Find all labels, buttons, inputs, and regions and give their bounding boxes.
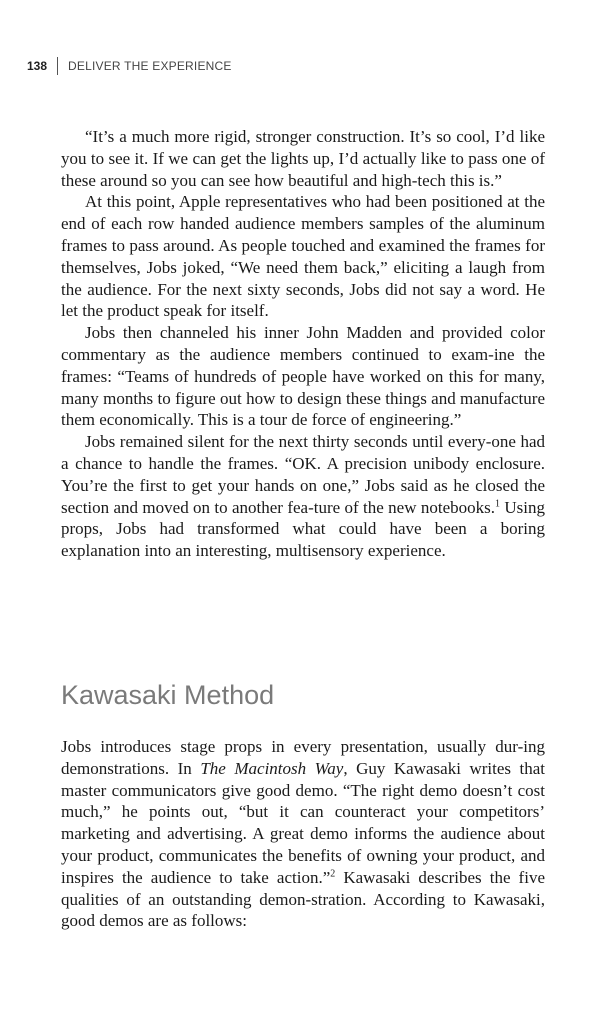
paragraph-text: Jobs introduces stage props in every presentation, usually dur-ing demonstrations. In [61, 737, 545, 778]
running-head [27, 57, 232, 75]
paragraph-text: Jobs remained silent for the next thirty seconds until every-one had a chance to handle the frames. “OK. A precision unibody enclosure. You’re the first to get your hands on one,” Jobs said as he closed the section and moved on to another fea-ture of the new notebooks. [61, 432, 545, 517]
paragraph [61, 431, 545, 562]
footnote-marker: 2 [330, 868, 336, 880]
section-name: DELIVER THE EXPERIENCE [68, 59, 232, 73]
paragraph-quote: “It’s a much more rigid, stronger construction. It’s so cool, I’d like you to see it. If we can get the lights up, I’d actually like to pass one of these around so you can see how beautiful and high-tech this is.” [61, 127, 545, 190]
section-heading: Kawasaki Method [61, 680, 275, 710]
paragraph: Jobs then channeled his inner John Madden and provided color commentary as the audience members continued to exam-ine the frames: “Teams of hundreds of people have worked on this for many, many months to figure out how to design these things and manufacture them economically. This is a tour de force of engineering.” [61, 323, 545, 430]
paragraph: At this point, Apple representatives who had been positioned at the end of each row handed audience members samples of the aluminum frames to pass around. As people touched and examined the frames for themselves, Jobs joked, “We need them back,” eliciting a laugh from the audience. For the next sixty seconds, Jobs did not say a word. He let the product speak for itself. [61, 192, 545, 321]
body-text-section [61, 736, 545, 932]
paragraph [61, 736, 545, 932]
header-divider [57, 57, 58, 75]
paragraph-text: Using props, Jobs had transformed what could have been a boring explanation into an interesting, multisensory experience. [61, 497, 545, 561]
footnote-marker: 1 [495, 497, 501, 509]
paragraph-text: Kawasaki describes the five qualities of an outstanding demon-stration. According to Kawasaki, good demos are as follows: [61, 867, 545, 931]
book-title: The Macintosh Way [200, 758, 344, 778]
paragraph-text: , Guy Kawasaki writes that master communicators give good demo. “The right demo doesn’t cost much,” he points out, “but it can counteract your competitors’ marketing and advertising. A great demo informs the audience about your product, communicates the benefits of owning your product, and inspires the audience to take action.” [61, 758, 545, 887]
body-text [61, 126, 545, 562]
page-number: 138 [27, 59, 48, 73]
